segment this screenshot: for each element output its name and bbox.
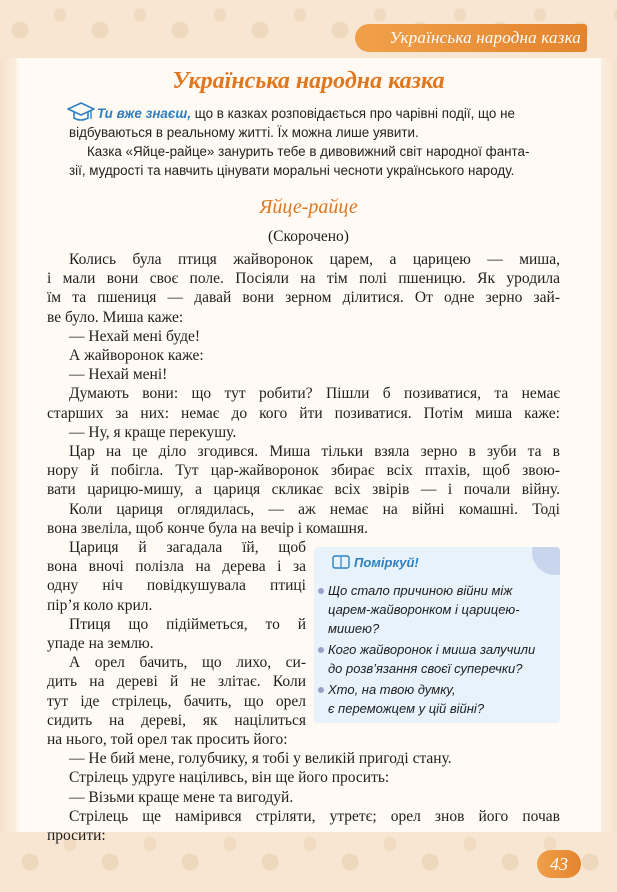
question-line: є переможцем у цій війні? xyxy=(328,701,485,716)
story-line: — Нехай мені буде! xyxy=(69,327,201,345)
story-line: Птиця що підійметься, то й xyxy=(69,615,306,633)
think-box-title xyxy=(332,555,419,575)
question-bullet xyxy=(318,687,324,693)
question-line: царем-жайворонком і царицею- xyxy=(328,602,520,617)
story-title: Яйце-райце xyxy=(259,196,358,218)
story-line: упаде на землю. xyxy=(47,635,154,652)
story-line: сидить на дереві, як націлиться xyxy=(47,711,306,729)
you-know-label: Ти вже знаєш, xyxy=(97,106,192,121)
story-line: — Ну, я краще перекушу. xyxy=(69,423,237,441)
story-line: нору й побігла. Тут цар-жайворонок збирає всіх птахів, щоб звою- xyxy=(47,462,560,480)
question-bullet xyxy=(318,588,324,594)
question-bullet xyxy=(318,647,324,653)
story-line: їм та пшениця — давай вони зерном ділитися. От одне зерно зай- xyxy=(47,289,560,307)
section-tag: Українська народна казка xyxy=(355,24,587,52)
abridged-note: (Скорочено) xyxy=(268,228,349,245)
story-line: на нього, той орел так просить його: xyxy=(47,731,288,748)
intro-block xyxy=(69,104,561,180)
question-line: Хто, на твою думку, xyxy=(328,682,456,697)
intro-line-4: зії, мудрості та навчить цінувати моральні чесноти українського народу. xyxy=(69,163,515,178)
story-line: ве було. Миша каже: xyxy=(47,308,184,326)
intro-line-3: Казка «Яйце-райце» занурить тебе в дивовижний світ народної фанта- xyxy=(87,144,530,159)
story-line: вати царицю-мишу, а цариця скликає всіх звірів — і почали війну. xyxy=(47,481,560,499)
story-line: просити: xyxy=(47,827,106,844)
story-line: дить на дереві й не злітає. Коли xyxy=(47,673,306,691)
question-line: до розв’язання своєї суперечки? xyxy=(328,661,523,676)
story-line: Колись була птиця жайворонок царем, а царицею — миша, xyxy=(69,251,560,268)
story-line: і мали вони своє поле. Посіяли на тім полі пшеницю. Як уродила xyxy=(47,270,560,288)
think-box-corner xyxy=(532,547,560,575)
page-number: 43 xyxy=(537,850,581,878)
story-line: — Нехай мені! xyxy=(69,366,168,384)
think-box-title-text: Поміркуй! xyxy=(354,555,419,570)
page-title: Українська народна казка xyxy=(172,68,445,94)
intro-line-1 xyxy=(69,104,561,123)
story-line: А жайворонок каже: xyxy=(69,347,204,364)
story-line: — Візьми краще мене та вигодуй. xyxy=(69,788,294,806)
right-ornament-band xyxy=(601,58,617,832)
story-line: одну ніч повідкушувала птиці xyxy=(47,577,306,595)
question-line: Кого жайворонок і миша залучили xyxy=(328,642,536,657)
left-ornament-band xyxy=(0,58,16,832)
story-line: вона звеліла, щоб конче була на вечір і комашня. xyxy=(47,519,368,537)
open-book-icon xyxy=(332,555,350,569)
story-line: Цариця й загадала їй, щоб xyxy=(69,539,306,556)
story-line: Стрілець ще намірився стріляти, утретє; орел знов його почав xyxy=(69,807,560,825)
story-line: тут іде стрілець, бачить, що орел xyxy=(47,692,306,710)
story-line: Коли цариця оглядилась, — аж немає на війні комашні. Тоді xyxy=(69,500,560,518)
story-line: пір’я коло крил. xyxy=(47,596,153,614)
story-line: Стрілець удруге націливсь, він ще його просить: xyxy=(69,769,390,787)
story-line: А орел бачить, що лихо, си- xyxy=(69,654,306,672)
story-line: — Не бий мене, голубчику, я тобі у великій пригоді стану. xyxy=(69,750,452,768)
story-line: Цар на це діло згодився. Миша тільки взяла зерно в зуби та в xyxy=(69,443,560,460)
question-line: мишею? xyxy=(328,621,380,636)
story-line: Думають вони: що тут робити? Пішли б позиватися, та немає xyxy=(69,385,560,403)
question-line: Що стало причиною війни між xyxy=(328,583,513,598)
story-line: вона вночі полізла на дерева і за xyxy=(47,558,306,576)
intro-line-2: відбуваються в реальному житті. Їх можна лише уявити. xyxy=(69,125,419,140)
think-box xyxy=(314,547,560,723)
intro-line-1-text: що в казках розповідається про чарівні події, що не xyxy=(191,106,515,121)
story-line: старших за них: немає до кого йти позиватися. Потім миша каже: xyxy=(47,404,560,422)
